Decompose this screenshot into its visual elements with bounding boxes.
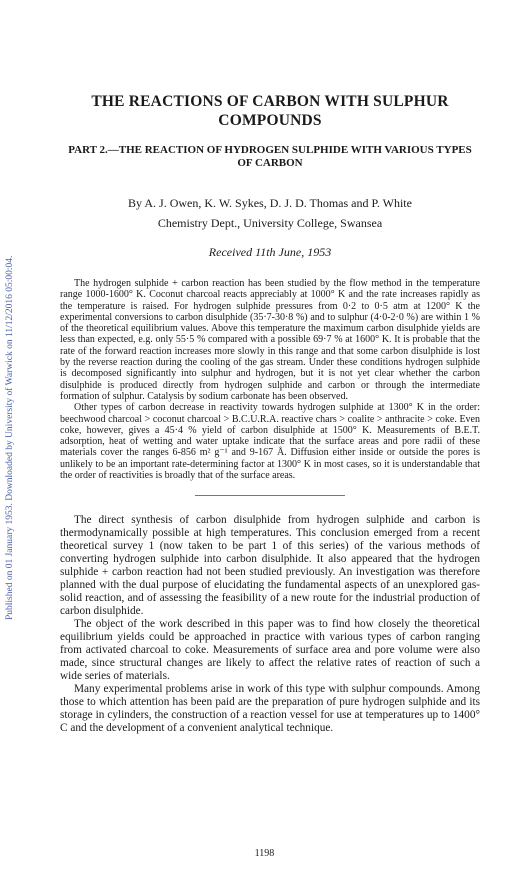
- paper-subtitle: PART 2.—THE REACTION OF HYDROGEN SULPHIDE WITH VARIOUS TYPES OF CARBON: [68, 144, 472, 169]
- author-list: By A. J. Owen, K. W. Sykes, D. J. D. Thomas and P. White: [128, 196, 412, 210]
- body-paragraph-3: Many experimental problems arise in work of this type with sulphur compounds. Among those to which attention has been paid are the preparation of pure hydrogen sulphide and its storage in cylinders, the construction of a reaction vessel for use at temperatures up to 1400° C and the development of a convenient analytical technique.: [60, 683, 480, 735]
- abstract-paragraph-1: The hydrogen sulphide + carbon reaction has been studied by the flow method in the temperature range 1000-1600° K. Coconut charcoal reacts appreciably at 1000° K and the rate increases rapidly as the temperature is raised. For hydrogen sulphide pressures from 0·2 to 0·5 atm at 1200° K the experimental conversions to carbon disulphide (35·7-30·8 %) and to sulphur (4·0-2·0 %) are within 1 % of the theoretical equilibrium values. Above this temperature the maximum carbon disulphide yields are less than expected, e.g. only 55·5 % compared with a possible 69·7 % at 1600° K. It is probable that the rate of the forward reaction increases more slowly in this range and that some carbon disulphide is lost by the reverse reaction during the cooling of the gas stream. Under these conditions hydrogen sulphide is decomposed significantly into sulphur and hydrogen, but it is not yet clear whether the carbon disulphide is produced directly from hydrogen sulphide and carbon or through the intermediate formation of sulphur. Catalysis by sodium carbonate has been observed.: [60, 278, 480, 402]
- publication-watermark: Published on 01 January 1953. Downloaded by University of Warwick on 11/12/2016 05:00:04.: [5, 255, 15, 620]
- section-divider: [195, 495, 345, 496]
- abstract-paragraph-2: Other types of carbon decrease in reactivity towards hydrogen sulphide at 1300° K in the order: beechwood charcoal > coconut charcoal > B.C.U.R.A. reactive chars > coalite > anthracite > coke. Even coke, however, gives a 45·4 % yield of carbon disulphide at 1500° K. Measurements of B.E.T. adsorption, heat of wetting and water uptake indicate that the surface areas and pore radii of these materials cover the ranges 6-856 m² g⁻¹ and 9-167 Å. Diffusion either inside or outside the pores is unlikely to be an important rate-determining factor at 1300° K in most cases, so it is understandable that the order of reactivities is broadly that of the surface areas.: [60, 402, 480, 482]
- received-date: Received 11th June, 1953: [208, 245, 332, 259]
- paper-title: THE REACTIONS OF CARBON WITH SULPHUR COMPOUNDS: [91, 93, 449, 129]
- paper-page: [60, 92, 480, 735]
- body-text: [60, 514, 480, 735]
- body-paragraph-1: The direct synthesis of carbon disulphide from hydrogen sulphide and carbon is thermodynamically possible at high temperatures. This conclusion emerged from a recent theoretical survey 1 (now taken to be part 1 of this series) of the various methods of converting hydrogen sulphide into carbon disulphide. It also appeared that the hydrogen sulphide + carbon reaction had not been studied previously. An investigation was therefore planned with the dual purpose of elucidating the fundamental aspects of an unexplored gas-solid reaction, and of assessing the feasibility of a new route for the industrial production of carbon disulphide.: [60, 514, 480, 618]
- body-paragraph-2: The object of the work described in this paper was to find how closely the theoretical equilibrium yields could be approached in practice with various types of carbon ranging from activated charcoal to coke. Measurements of surface area and pore volume were also made, since structural changes are likely to affect the relative rates of reaction of such a wide series of materials.: [60, 618, 480, 683]
- affiliation: Chemistry Dept., University College, Swansea: [157, 216, 383, 230]
- abstract: [60, 278, 480, 481]
- page-number: 1198: [254, 848, 275, 859]
